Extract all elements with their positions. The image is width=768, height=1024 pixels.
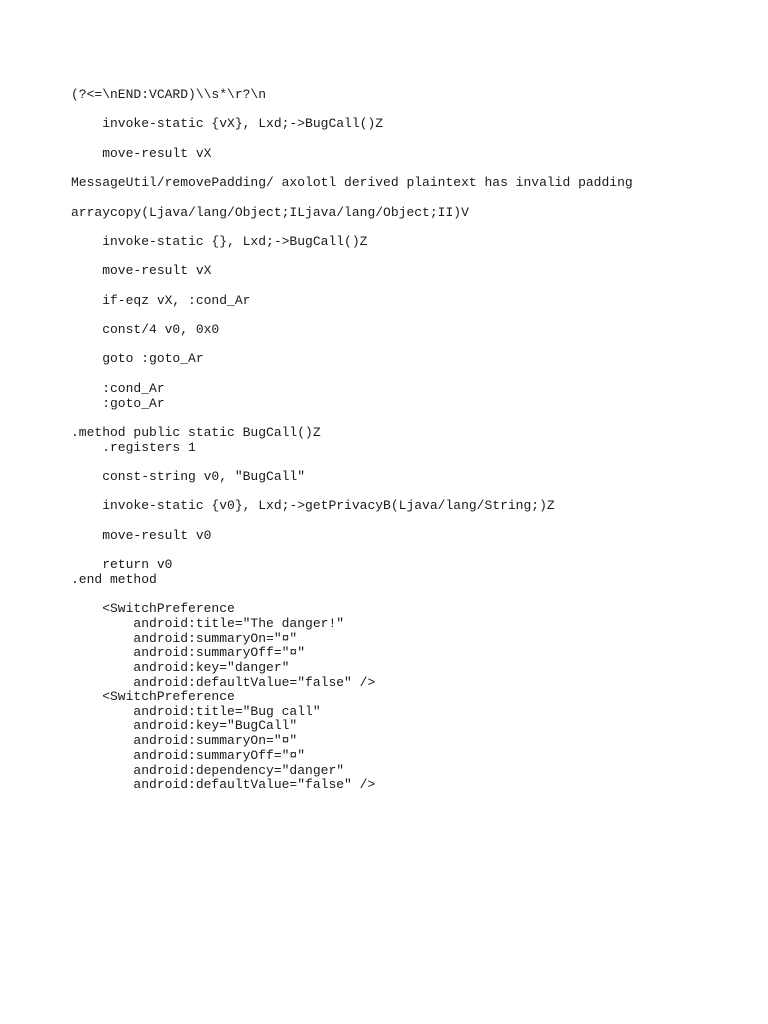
code-line-key-bugcall: android:key="BugCall" (71, 718, 298, 733)
code-line-end-method: .end method (71, 572, 157, 587)
code-line-move-result-vx-2: move-result vX (71, 263, 212, 278)
code-line-const-string: const-string v0, "BugCall" (71, 469, 306, 484)
code-line-registers: .registers 1 (71, 440, 196, 455)
code-line-switch-pref-2: <SwitchPreference (71, 689, 235, 704)
code-line-goto: goto :goto_Ar (71, 351, 204, 366)
code-line-goto-label: :goto_Ar (71, 396, 165, 411)
code-line-cond-label: :cond_Ar (71, 381, 165, 396)
code-line-summary-off-2: android:summaryOff="¤" (71, 748, 306, 763)
code-line-summary-on-2: android:summaryOn="¤" (71, 733, 298, 748)
code-line-return: return v0 (71, 557, 173, 572)
code-line-invoke-bugcall-vx: invoke-static {vX}, Lxd;->BugCall()Z (71, 116, 384, 131)
code-line-regex: (?<=\nEND:VCARD)\\s*\r?\n (71, 87, 267, 102)
code-line-dependency: android:dependency="danger" (71, 763, 345, 778)
code-line-default-value-1: android:defaultValue="false" /> (71, 675, 376, 690)
code-line-invoke-bugcall: invoke-static {}, Lxd;->BugCall()Z (71, 234, 368, 249)
code-line-summary-on-1: android:summaryOn="¤" (71, 631, 298, 646)
code-line-move-result-vx: move-result vX (71, 146, 212, 161)
code-line-title-bug-call: android:title="Bug call" (71, 704, 321, 719)
code-line-key-danger: android:key="danger" (71, 660, 290, 675)
code-line-arraycopy: arraycopy(Ljava/lang/Object;ILjava/lang/Object;II)V (71, 205, 469, 220)
code-line-if-eqz: if-eqz vX, :cond_Ar (71, 293, 251, 308)
code-line-default-value-2: android:defaultValue="false" /> (71, 777, 376, 792)
code-line-summary-off-1: android:summaryOff="¤" (71, 645, 306, 660)
code-line-invoke-privacy: invoke-static {v0}, Lxd;->getPrivacyB(Ljava/lang/String;)Z (71, 498, 555, 513)
code-line-switch-pref-1: <SwitchPreference (71, 601, 235, 616)
code-line-const: const/4 v0, 0x0 (71, 322, 220, 337)
code-line-title-danger: android:title="The danger!" (71, 616, 345, 631)
code-line-method-header: .method public static BugCall()Z (71, 425, 321, 440)
code-line-move-result-v0: move-result v0 (71, 528, 212, 543)
code-line-message-util: MessageUtil/removePadding/ axolotl derived plaintext has invalid padding (71, 175, 633, 190)
